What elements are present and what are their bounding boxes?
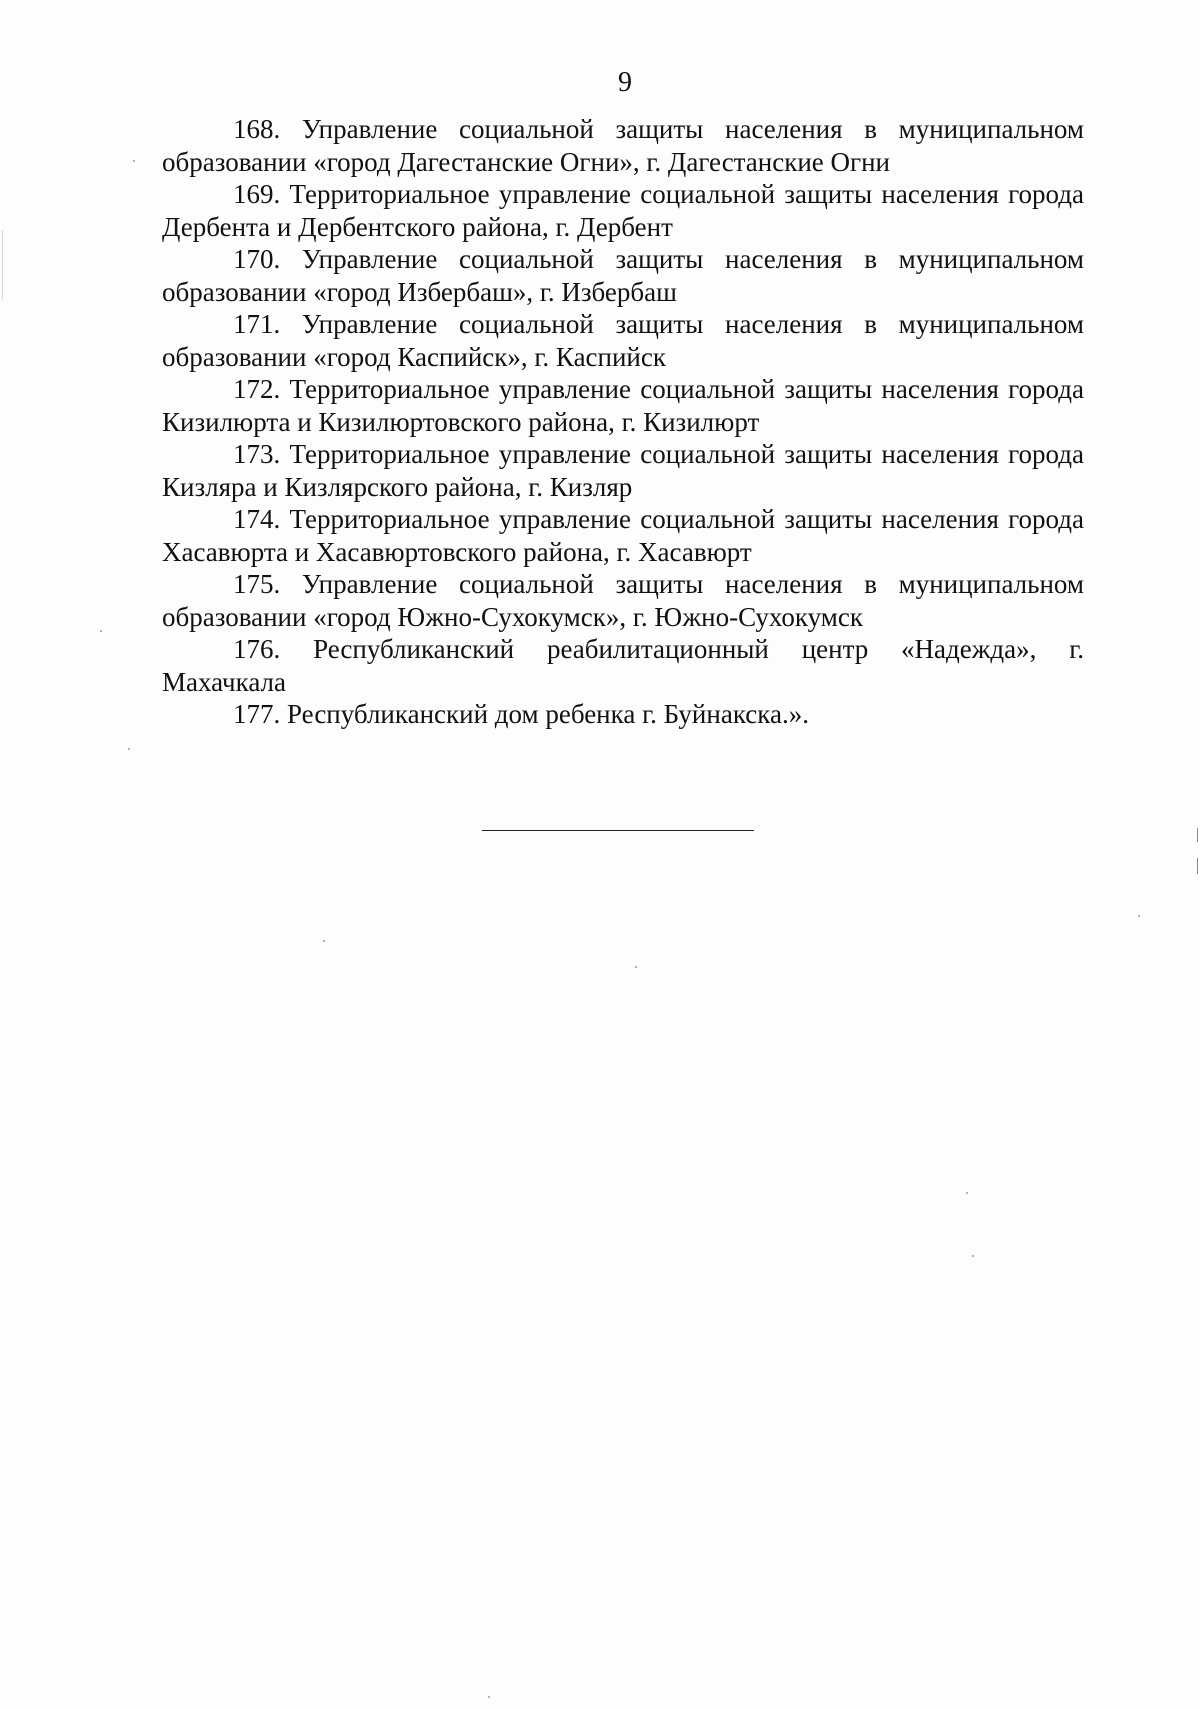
scan-speck — [1138, 915, 1140, 917]
list-item: 174. Территориальное управление социальной защиты населения города Хасавюрта и Хасавюртовского района, г. Хасавюрт — [162, 504, 1084, 567]
scan-speck — [972, 1255, 974, 1257]
scan-speck — [133, 160, 135, 162]
scan-edge-mark — [1197, 858, 1198, 874]
scan-speck — [128, 748, 130, 750]
scan-speck — [488, 1696, 490, 1698]
list-item: 175. Управление социальной защиты населения в муниципальном образовании «город Южно-Сухокумск», г. Южно-Сухокумск — [162, 569, 1084, 632]
list-item: 170. Управление социальной защиты населения в муниципальном образовании «город Избербаш», г. Избербаш — [162, 244, 1084, 307]
list-item: 176. Республиканский реабилитационный центр «Надежда», г. Махачкала — [162, 634, 1084, 697]
scan-edge-mark — [1197, 828, 1198, 842]
page-number: 9 — [618, 67, 632, 98]
list-item: 173. Территориальное управление социальной защиты населения города Кизляра и Кизлярского района, г. Кизляр — [162, 439, 1084, 502]
scan-speck — [100, 630, 102, 632]
scan-speck — [966, 1192, 968, 1194]
scan-speck — [323, 940, 325, 942]
list-item: 177. Республиканский дом ребенка г. Буйнакска.». — [233, 699, 809, 729]
scan-speck — [635, 966, 637, 968]
list-item: 168. Управление социальной защиты населения в муниципальном образовании «город Дагестанские Огни», г. Дагестанские Огни — [162, 114, 1084, 177]
closing-divider — [482, 830, 754, 831]
scan-edge-mark — [2, 230, 3, 300]
list-item: 172. Территориальное управление социальной защиты населения города Кизилюрта и Кизилюртовского района, г. Кизилюрт — [162, 374, 1084, 437]
document-body — [162, 113, 1084, 731]
list-item: 171. Управление социальной защиты населения в муниципальном образовании «город Каспийск», г. Каспийск — [162, 309, 1084, 372]
list-item: 169. Территориальное управление социальной защиты населения города Дербента и Дербентского района, г. Дербент — [162, 179, 1084, 242]
